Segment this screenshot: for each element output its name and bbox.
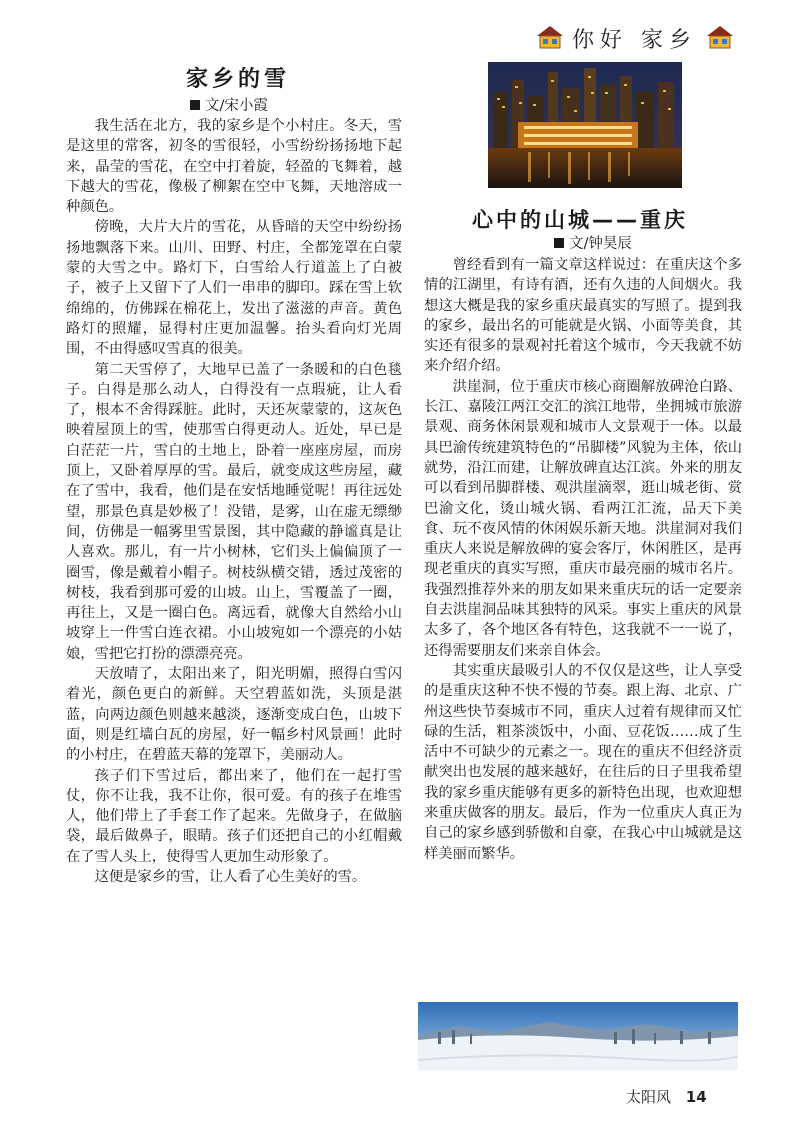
bullet-square-icon — [190, 100, 200, 110]
article1-paragraph: 傍晚，大片大片的雪花，从昏暗的天空中纷纷扬扬地飘落下来。山川、田野、村庄，全都笼罩在白蒙蒙的大雪之中。路灯下，白雪给人行道盖上了白被子，被子上又留下了人们一串串的脚印。踩在雪上软绵绵的，仿佛踩在棉花上，发出了滋滋的声音。黄色路灯的照耀，显得村庄更加温馨。抬头看向灯光周围，不由得感叹雪真的很美。 — [66, 219, 402, 358]
bullet-square-icon — [554, 238, 564, 248]
article2-paragraph: 其实重庆最吸引人的不仅仅是这些，让人享受的是重庆这种不快不慢的节奏。跟上海、北京、广州这些快节奏城市不同，重庆人过着有规律而又忙碌的生活，粗茶淡饭中，小面、豆花饭……成了生活中不可缺少的元素之一。现在的重庆不但经济贡献突出也发展的越来越好，在往后的日子里我希望我的家乡重庆能够有更多的新特色出现，也欢迎想来重庆做客的朋友。最后，作为一位重庆人真正为自己的家乡感到骄傲和自豪，在我心中山城就是这样美丽而繁华。 — [424, 662, 742, 862]
article1-body — [66, 116, 402, 887]
article2-byline — [554, 232, 632, 253]
article1-byline — [190, 94, 268, 115]
article2-paragraph: 洪崖洞，位于重庆市核心商圈解放碑沧白路、长江、嘉陵江两江交汇的滨江地带，坐拥城市旅游景观、商务休闲景观和城市人文景观于一体。以最具巴渝传统建筑特色的“吊脚楼”风貌为主体，依山就势，沿江而建，让解放碑直达江滨。外来的朋友可以看到吊脚群楼、观洪崖滴翠，逛山城老街、赏巴渝文化，烫山城火锅、看两江汇流，品天下美食、玩不夜风情的休闲娱乐新天地。洪崖洞对我们重庆人来说是解放碑的宴会客厅，休闲胜区，是再现老重庆的真实写照，重庆市最亮丽的城市名片。我强烈推荐外来的朋友如果来重庆玩的话一定要亲自去洪崖洞品味其独特的风采。事实上重庆的风景太多了，各个地区各有特色，这我就不一一说了，还得需要朋友们来亲自体会。 — [424, 378, 742, 659]
house-icon — [706, 24, 734, 50]
article1-paragraph: 天放晴了，太阳出来了，阳光明媚，照得白雪闪着光，颜色更白的新鲜。天空碧蓝如洗，头顶是湛蓝，向两边颜色则越来越淡，逐渐变成白色，山坡下面，则是红墙白瓦的房屋，好一幅乡村风景画！此时的小村庄，在碧蓝天幕的笼罩下，美丽动人。 — [66, 666, 402, 764]
article1-title: 家乡的雪 — [186, 67, 291, 92]
magazine-name: 太阳风 — [626, 1088, 672, 1106]
page-number: 14 — [685, 1088, 707, 1106]
article2-title: 心中的山城——重庆 — [472, 208, 688, 232]
section-title: 你好 家乡 — [572, 28, 697, 53]
page-header — [536, 22, 736, 56]
house-icon — [536, 24, 564, 50]
article1-paragraph: 我生活在北方，我的家乡是个小村庄。冬天，雪是这里的常客，初冬的雪很轻，小雪纷纷扬扬地下起来，晶莹的雪花，在空中打着旋，轻盈的飞舞着，越下越大的雪花，像极了柳絮在空中飞舞，天地溶成一种颜色。 — [66, 118, 402, 216]
article1-paragraph: 这便是家乡的雪，让人看了心生美好的雪。 — [94, 868, 367, 885]
page-footer — [626, 1086, 707, 1107]
article2-body — [424, 255, 742, 864]
article1-paragraph: 孩子们下雪过后，都出来了，他们在一起打雪仗，你不让我，我不让你，很可爱。有的孩子在堆雪人，他们带上了手套工作了起来。先做身子，在做脑袋，最后做鼻子，眼睛。孩子们还把自己的小红帽戴在了雪人头上，使得雪人更加生动形象了。 — [66, 767, 402, 865]
article1-author: 文/宋小霞 — [205, 98, 268, 114]
article2-author: 文/钟昊辰 — [569, 236, 632, 252]
article1-paragraph: 第二天雪停了，大地早已盖了一条暖和的白色毯子。白得是那么动人，白得没有一点瑕疵，让人看了，根本不舍得踩脏。此时，天还灰蒙蒙的，这灰色映着屋顶上的雪，使那雪白得更动人。近处，早已是白茫茫一片，雪白的土地上，卧着一座座房屋，而房顶上，又卧着厚厚的雪。最后，就变成这些房屋，藏在了雪中，我看，他们是在安恬地睡觉呢！再往远处望，那景色真是妙极了！没错，是雾，山在虚无缥缈间，仿佛是一幅雾里雪景图，其中隐藏的静谧真是让人喜欢。那儿，有一片小树林，它们头上偏偏顶了一圈雪，像是戴着小帽子。树枝纵横交错，透过茂密的树枝，我看到那可爱的山坡。山上，雪覆盖了一圈，再往上，又是一圈白色。离远看，就像大自然给小山坡穿上一件雪白连衣裙。小山坡宛如一个漂亮的小姑娘，雪把它打扮的漂漂亮亮。 — [66, 361, 402, 662]
snow-landscape-photo — [418, 1002, 738, 1070]
chongqing-night-photo — [488, 62, 682, 188]
article2-paragraph: 曾经看到有一篇文章这样说过：在重庆这个多情的江湖里，有诗有酒，还有久违的人间烟火。我想这大概是我的家乡重庆最真实的写照了。提到我的家乡，最出名的可能就是火锅、小面等美食，其实还有很多的景观衬托着这个城市，今天我就不妨来介绍介绍。 — [424, 257, 742, 375]
